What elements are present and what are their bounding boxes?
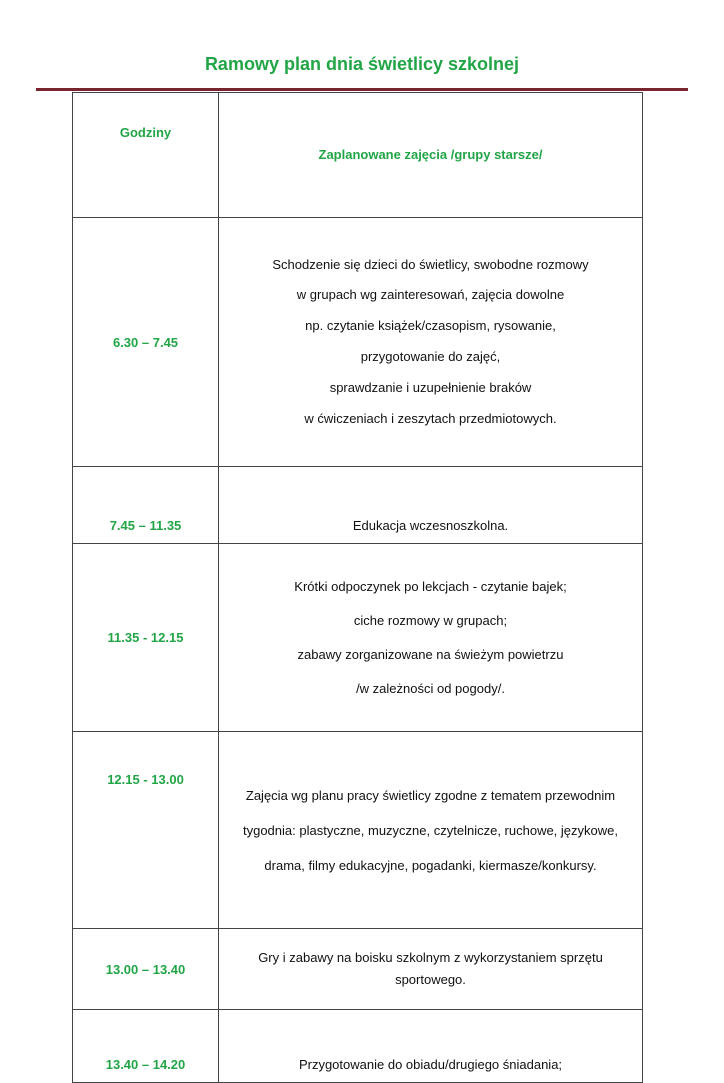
activity-line: Zajęcia wg planu pracy świetlicy zgodne z tematem przewodnim [245, 787, 616, 803]
activity-cell [219, 218, 643, 467]
header-activities-line: /grupy starsze/ [450, 147, 543, 162]
activity-cell [219, 544, 643, 732]
table-row [73, 544, 643, 732]
time-cell: 12.15 - 13.00 [73, 732, 219, 929]
activity-line: sportowego. [395, 972, 466, 987]
header-time: Godziny [73, 93, 219, 218]
table-row [73, 732, 643, 929]
time-cell: 13.00 – 13.40 [73, 929, 219, 1010]
activity-line: w grupach wg zainteresowań, zajęcia dowolne [296, 287, 565, 303]
header-activities-line: Zaplanowane zajęcia [318, 147, 448, 162]
activity-line: w ćwiczeniach i zeszytach przedmiotowych. [304, 410, 557, 426]
title-divider [36, 88, 688, 91]
activity-line: przygotowanie do zajęć, [360, 349, 501, 364]
activity-line: sprawdzanie i uzupełnienie braków [329, 379, 532, 395]
activity-line: Krótki odpoczynek po lekcjach - czytanie bajek; [294, 578, 567, 594]
table-row [73, 467, 643, 544]
schedule-table [72, 92, 643, 1083]
header-activities [219, 93, 643, 218]
table-header-row [73, 93, 643, 218]
activity-line: zabawy zorganizowane na świeżym powietrzu [297, 646, 564, 662]
time-cell: 11.35 - 12.15 [73, 544, 219, 732]
table-row [73, 218, 643, 467]
table-row [73, 1010, 643, 1083]
activity-line: drama, filmy edukacyjne, pogadanki, kiermasze/konkursy. [264, 857, 597, 873]
activity-line: Przygotowanie do obiadu/drugiego śniadania; [298, 1057, 563, 1072]
activity-cell [219, 929, 643, 1010]
table-row [73, 929, 643, 1010]
activity-line: ciche rozmowy w grupach; [353, 612, 508, 628]
activity-line: /w zależności od pogody/. [356, 680, 505, 696]
activity-line: Schodzenie się dzieci do świetlicy, swobodne rozmowy [272, 256, 589, 272]
time-cell: 7.45 – 11.35 [73, 467, 219, 544]
activity-cell [219, 732, 643, 929]
activity-line: tygodnia: plastyczne, muzyczne, czytelnicze, ruchowe, językowe, [242, 822, 618, 838]
time-cell: 13.40 – 14.20 [73, 1010, 219, 1083]
activity-cell [219, 467, 643, 544]
activity-line: np. czytanie książek/czasopism, rysowanie, [305, 318, 556, 334]
time-cell: 6.30 – 7.45 [73, 218, 219, 467]
activity-line: Gry i zabawy na boisku szkolnym z wykorzystaniem sprzętu [258, 950, 603, 965]
activity-cell [219, 1010, 643, 1083]
page-title: Ramowy plan dnia świetlicy szkolnej [204, 54, 520, 74]
activity-line: Edukacja wczesnoszkolna. [352, 518, 509, 533]
